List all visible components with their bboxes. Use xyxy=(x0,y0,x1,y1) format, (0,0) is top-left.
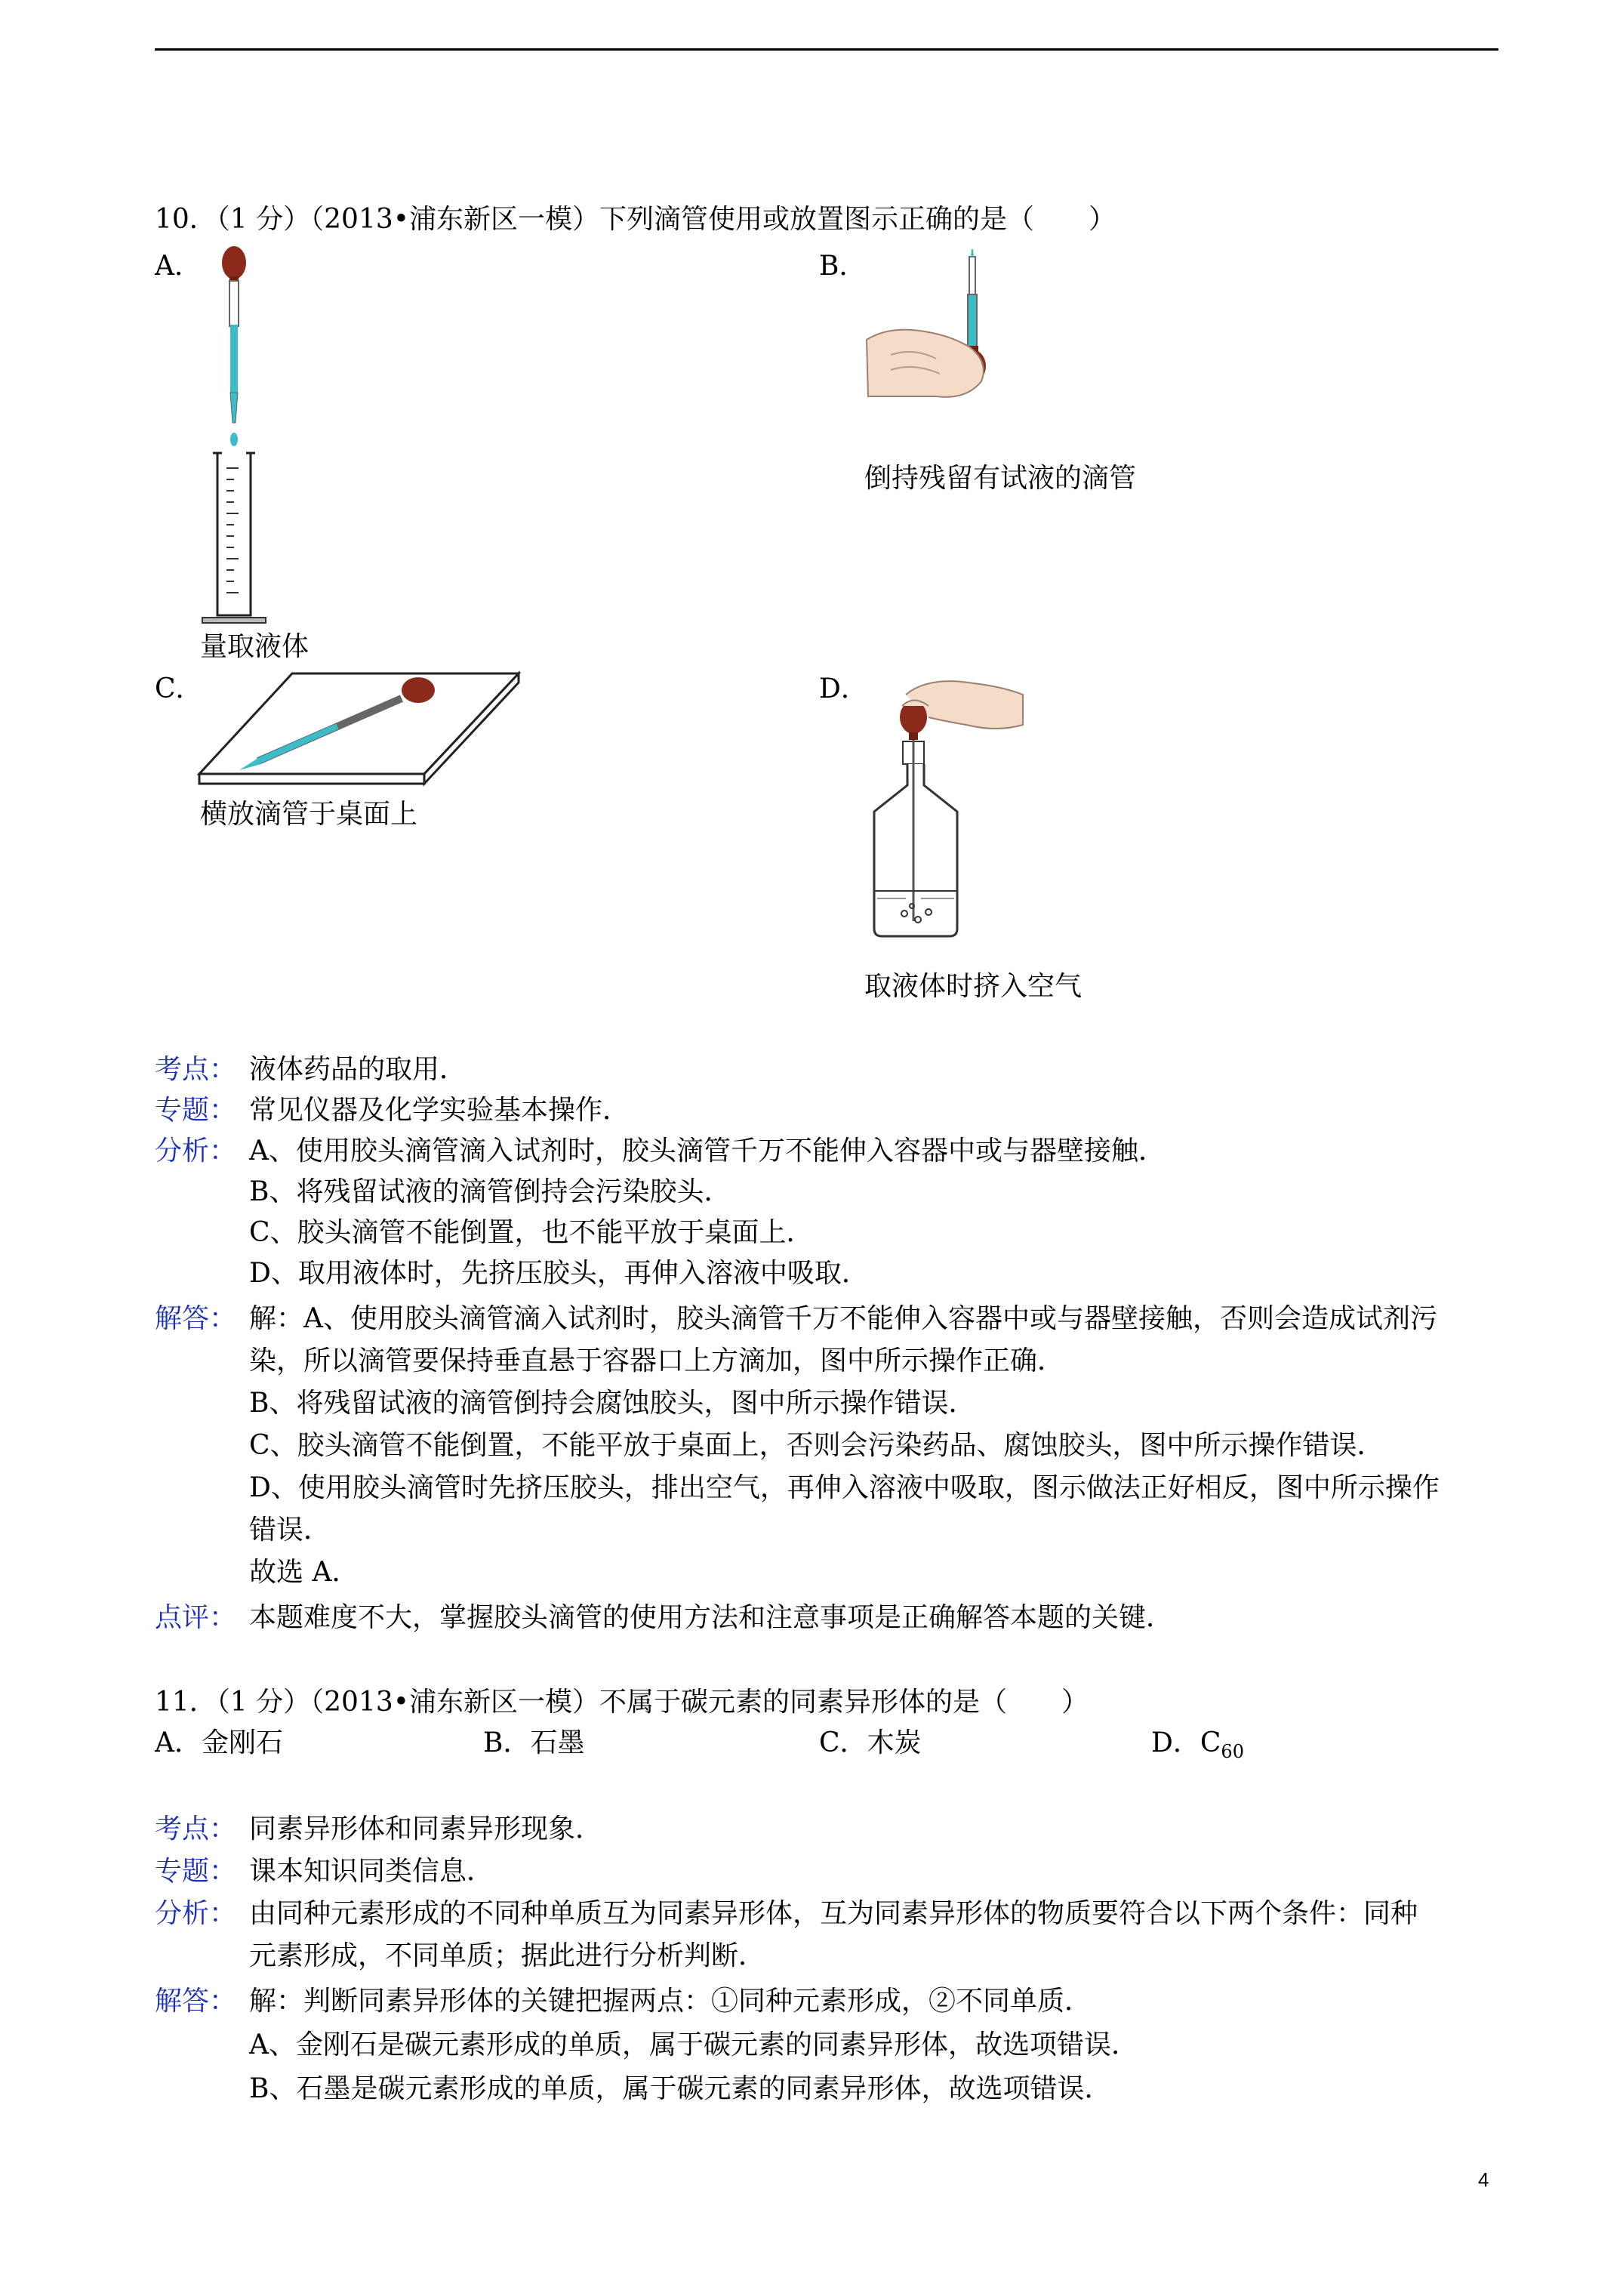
q10-kaodian-label: 考点： xyxy=(155,1054,237,1085)
q10-fenxi-line: C、胶头滴管不能倒置，也不能平放于桌面上． xyxy=(249,1217,814,1248)
q11-jieda-line: B、石墨是碳元素形成的单质，属于碳元素的同素异形体，故选项错误． xyxy=(249,2073,1112,2104)
page-number: 4 xyxy=(1478,2168,1489,2191)
q10-option-d-caption: 取液体时挤入空气 xyxy=(864,971,1083,1002)
q11-zhuanti: 课本知识同类信息． xyxy=(249,1856,494,1887)
inverted-dropper-figure xyxy=(861,249,1027,415)
q11-option-a: A．金刚石 xyxy=(155,1727,283,1758)
q10-option-b-caption: 倒持残留有试液的滴管 xyxy=(864,463,1137,494)
q10-jieda-line: C、胶头滴管不能倒置，不能平放于桌面上，否则会污染药品、腐蚀胶头，图中所示操作错误． xyxy=(249,1430,1384,1461)
q10-option-d-letter: D． xyxy=(819,673,868,704)
q11-jieda-line: 解：判断同素异形体的关键把握两点：①同种元素形成，②不同单质． xyxy=(249,1986,1092,2017)
header-rule xyxy=(155,48,1498,51)
q10-jieda-line: D、使用胶头滴管时先挤压胶头，排出空气，再伸入溶液中吸取，图示做法正好相反，图中所示操作 xyxy=(249,1472,1440,1503)
q10-fenxi-line: B、将残留试液的滴管倒持会污染胶头． xyxy=(249,1176,731,1207)
q11-option-b: B．石墨 xyxy=(483,1727,585,1758)
q11-kaodian: 同素异形体和同素异形现象． xyxy=(249,1814,603,1845)
q11-option-c: C．木炭 xyxy=(819,1727,922,1758)
q10-dianping-label: 点评： xyxy=(155,1602,237,1633)
q10-option-a-letter: A． xyxy=(155,251,202,282)
q10-zhuanti-label: 专题： xyxy=(155,1095,237,1126)
dropper-cylinder-figure xyxy=(196,242,317,634)
q11-jieda-label: 解答： xyxy=(155,1986,237,2017)
q10-option-c-caption: 横放滴管于桌面上 xyxy=(200,799,418,830)
dropper-bottle-figure xyxy=(861,672,1034,951)
q10-jieda-line: B、将残留试液的滴管倒持会腐蚀胶头，图中所示操作错误． xyxy=(249,1388,976,1419)
q11-fenxi-label: 分析： xyxy=(155,1898,237,1929)
q10-stem: 10．（1 分）（2013•浦东新区一模）下列滴管使用或放置图示正确的是（ ） xyxy=(155,204,1116,235)
q11-kaodian-label: 考点： xyxy=(155,1814,237,1845)
q10-fenxi-line: A、使用胶头滴管滴入试剂时，胶头滴管千万不能伸入容器中或与器壁接触． xyxy=(249,1136,1166,1166)
q11-zhuanti-label: 专题： xyxy=(155,1856,237,1887)
q10-kaodian: 液体药品的取用． xyxy=(249,1054,467,1085)
q10-jieda-label: 解答： xyxy=(155,1303,237,1334)
q10-fenxi-line: D、取用液体时，先挤压胶头，再伸入溶液中吸取． xyxy=(249,1258,869,1289)
q11-stem: 11．（1 分）（2013•浦东新区一模）不属于碳元素的同素异形体的是（ ） xyxy=(155,1687,1089,1718)
q11-fenxi-line: 元素形成，不同单质；据此进行分析判断． xyxy=(249,1940,766,1971)
q10-zhuanti: 常见仪器及化学实验基本操作． xyxy=(249,1095,630,1126)
q10-option-c-letter: C． xyxy=(155,673,203,704)
q10-jieda-line: 染，所以滴管要保持垂直悬于容器口上方滴加，图中所示操作正确． xyxy=(249,1345,1065,1376)
dropper-on-table-figure xyxy=(198,664,522,789)
q11-fenxi-line: 由同种元素形成的不同种单质互为同素异形体，互为同素异形体的物质要符合以下两个条件：同种 xyxy=(249,1898,1418,1929)
q10-dianping: 本题难度不大，掌握胶头滴管的使用方法和注意事项是正确解答本题的关键． xyxy=(249,1602,1174,1633)
q10-fenxi-label: 分析： xyxy=(155,1136,237,1166)
q10-jieda-line: 故选 A． xyxy=(249,1557,359,1588)
q11-option-d: D．$C_{60}$ xyxy=(1151,1727,1244,1762)
q10-option-b-letter: B． xyxy=(819,251,867,282)
q11-jieda-line: A、金刚石是碳元素形成的单质，属于碳元素的同素异形体，故选项错误． xyxy=(249,2029,1138,2060)
q10-jieda-line: 错误． xyxy=(249,1515,331,1546)
c60-subscript: 60 xyxy=(1221,1741,1244,1762)
q10-jieda-line: 解：A、使用胶头滴管滴入试剂时，胶头滴管千万不能伸入容器中或与器壁接触，否则会造成试剂污 xyxy=(249,1303,1437,1334)
q10-option-a-caption: 量取液体 xyxy=(200,631,310,662)
